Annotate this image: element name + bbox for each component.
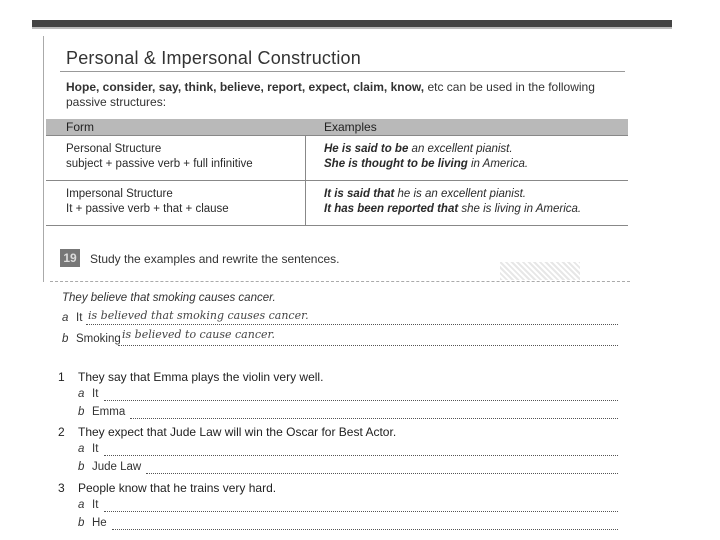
answer-line[interactable] (104, 510, 618, 512)
answer-line[interactable] (112, 528, 618, 530)
example-rest: an excellent pianist. (408, 143, 513, 155)
top-border-bar (32, 20, 672, 27)
answer-line-a (78, 443, 98, 455)
line-start: Emma (92, 406, 126, 418)
line-label: a (78, 388, 85, 400)
form-cell (66, 187, 229, 217)
answer-line (118, 344, 618, 346)
line-start: It (92, 499, 99, 511)
title-divider (60, 71, 625, 72)
intro-verbs: Hope, consider, say, think, believe, report, expect, claim, know, (66, 80, 425, 94)
column-divider (305, 136, 306, 180)
line-label: b (62, 333, 69, 345)
line-start: It (92, 443, 99, 455)
answer-line-b (78, 461, 141, 473)
answer-line[interactable] (146, 472, 618, 474)
exercise-instruction: Study the examples and rewrite the sentences. (90, 252, 340, 266)
answer-line (86, 323, 618, 325)
form-pattern: It + passive verb + that + clause (66, 203, 229, 215)
line-start: He (92, 517, 107, 529)
example-line-a (62, 312, 82, 324)
table-row-impersonal (46, 180, 628, 225)
line-label: a (78, 499, 85, 511)
example-rest: in America. (467, 158, 529, 170)
table-header (46, 119, 628, 135)
answer-line-a (78, 388, 98, 400)
answer-line[interactable] (104, 399, 618, 401)
line-label: b (78, 461, 85, 473)
grammar-table (46, 119, 628, 226)
intro-rest: etc can be used in the following passive structures: (66, 80, 595, 109)
top-border-edge (32, 27, 672, 29)
form-name: Personal Structure (66, 143, 162, 155)
intro-text (66, 80, 626, 110)
example-line (324, 142, 528, 157)
examples-cell (324, 187, 581, 217)
examples-cell (324, 142, 528, 172)
handwritten-answer: is believed to cause cancer. (122, 328, 276, 341)
line-label: a (78, 443, 85, 455)
form-pattern: subject + passive verb + full infinitive (66, 158, 253, 170)
question-number: 1 (58, 370, 65, 384)
form-name: Impersonal Structure (66, 188, 173, 200)
line-label: a (62, 312, 69, 324)
answer-line-b (78, 406, 125, 418)
example-line (324, 202, 581, 217)
question-text: They say that Emma plays the violin very well. (78, 370, 324, 384)
form-cell (66, 142, 253, 172)
table-row-personal (46, 135, 628, 180)
example-key: He is said to be (324, 143, 409, 155)
line-start: Jude Law (92, 461, 142, 473)
question-text: People know that he trains very hard. (78, 481, 277, 495)
scan-smudge (500, 262, 580, 280)
example-rest: he is an excellent pianist. (394, 188, 526, 200)
example-line (324, 157, 528, 172)
answer-line[interactable] (130, 417, 618, 419)
page-title: Personal & Impersonal Construction (66, 48, 361, 68)
example-key: It has been reported that (324, 203, 459, 215)
line-label: b (78, 517, 85, 529)
example-rest: she is living in America. (458, 203, 582, 215)
question-number: 2 (58, 425, 65, 439)
example-sentence: They believe that smoking causes cancer. (62, 292, 276, 304)
question-text: They expect that Jude Law will win the Oscar for Best Actor. (78, 425, 397, 439)
example-key: It is said that (324, 188, 395, 200)
left-margin-line (43, 36, 44, 282)
line-label: b (78, 406, 85, 418)
column-divider (305, 181, 306, 225)
line-start: It (76, 312, 83, 324)
answer-line-a (78, 499, 98, 511)
question-number: 3 (58, 481, 65, 495)
answer-line[interactable] (104, 454, 618, 456)
line-start: It (92, 388, 99, 400)
dashed-divider (50, 281, 630, 282)
example-line-b (62, 333, 121, 345)
line-start: Smoking (76, 333, 121, 345)
header-examples: Examples (324, 120, 377, 134)
header-form: Form (66, 120, 94, 134)
example-key: She is thought to be living (324, 158, 468, 170)
exercise-number-badge: 19 (60, 249, 80, 267)
example-line (324, 187, 581, 202)
handwritten-answer: is believed that smoking causes cancer. (88, 309, 309, 322)
answer-line-b (78, 517, 107, 529)
